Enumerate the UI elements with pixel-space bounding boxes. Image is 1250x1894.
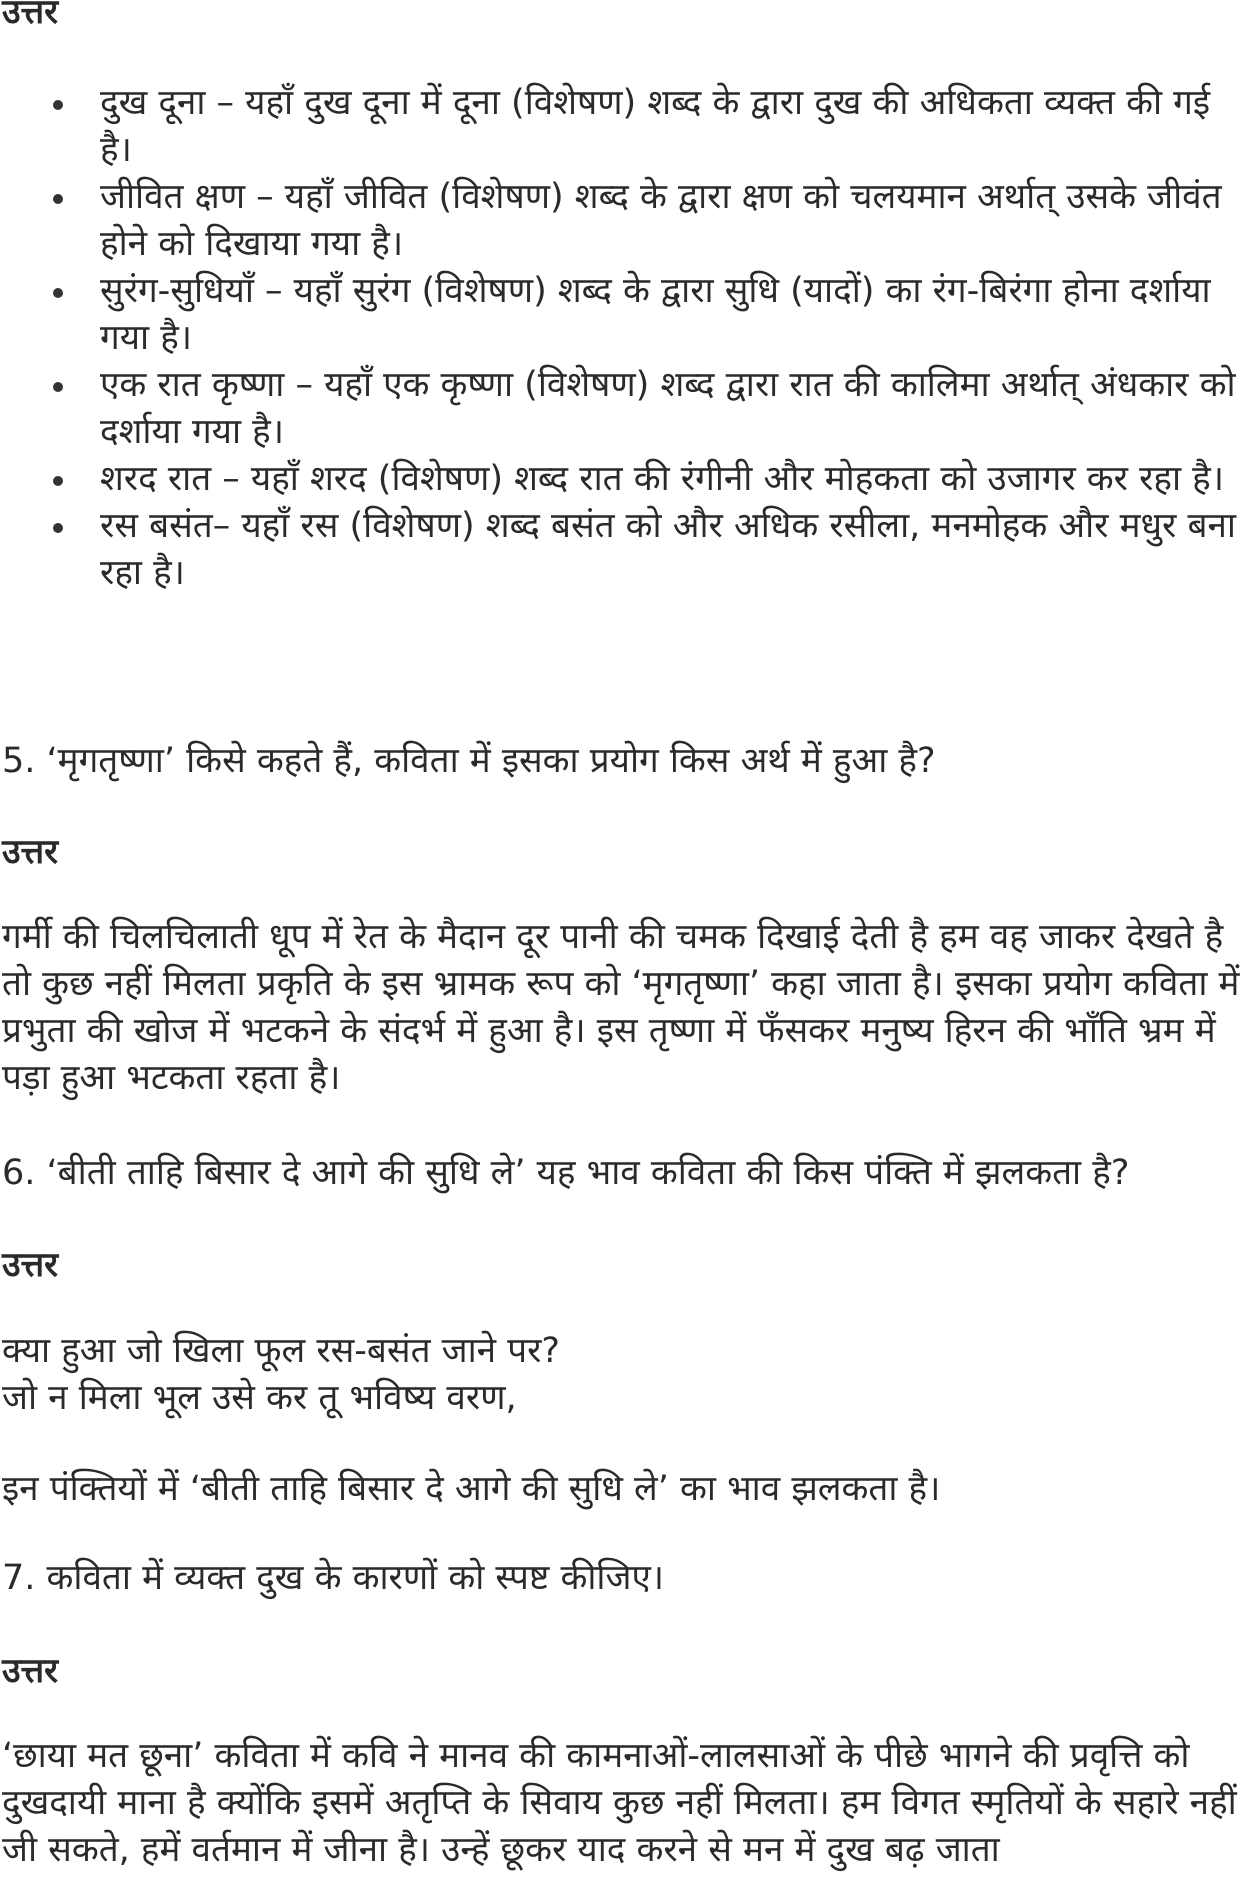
list-item: [0, 362, 1250, 456]
bullet-icon: [53, 476, 63, 486]
bullet-icon: [53, 194, 63, 204]
answer-7-text: ‘छाया मत छूना’ कविता में कवि ने मानव की कामनाओं-लालसाओं के पीछे भागने की प्रवृत्ति को दुखदायी माना है क्योंकि इसमें अतृप्ति के सिवाय कुछ नहीं मिलता। हम विगत स्मृतियों के सहारे नहीं जी सकते, हमें वर्तमान में जीना है। उन्हें छूकर याद करने से मन में दुख बढ़ जाता: [2, 1736, 1237, 1870]
question-6: 6. ‘बीती ताहि बिसार दे आगे की सुधि ले’ यह भाव कविता की किस पंक्ति में झलकता है?: [2, 1153, 1130, 1193]
verse-line: जो न मिला भूल उसे कर तू भविष्य वरण,: [2, 1378, 517, 1418]
verse-line: क्या हुआ जो खिला फूल रस-बसंत जाने पर?: [2, 1331, 560, 1371]
list-item-text: दुख दूना – यहाँ दुख दूना में दूना (विशेषण) शब्द के द्वारा दुख की अधिकता व्यक्त की गई है।: [100, 83, 1211, 170]
bullet-icon: [53, 382, 63, 392]
list-item: [0, 503, 1250, 597]
answer-6-text: इन पंक्तियों में ‘बीती ताहि बिसार दे आगे की सुधि ले’ का भाव झलकता है।: [2, 1469, 941, 1509]
answer-heading: उत्तर: [2, 1651, 59, 1691]
list-item-text: रस बसंत– यहाँ रस (विशेषण) शब्द बसंत को और अधिक रसीला, मनमोहक और मधुर बना रहा है।: [100, 506, 1236, 593]
answer-5-text: गर्मी की चिलचिलाती धूप में रेत के मैदान दूर पानी की चमक दिखाई देती है हम वह जाकर देखते है तो कुछ नहीं मिलता प्रकृति के इस भ्रामक रूप को ‘मृगतृष्णा’ कहा जाता है। इसका प्रयोग कविता में प्रभुता की खोज में भटकने के संदर्भ में हुआ है। इस तृष्णा में फँसकर मनुष्य हिरन की भाँति भ्रम में पड़ा हुआ भटकता रहता है।: [2, 917, 1240, 1098]
question-7: 7. कविता में व्यक्त दुख के कारणों को स्पष्ट कीजिए।: [2, 1558, 665, 1598]
answer-heading: उत्तर: [2, 1245, 59, 1285]
list-item: [0, 80, 1250, 174]
list-item-text: जीवित क्षण – यहाँ जीवित (विशेषण) शब्द के द्वारा क्षण को चलयमान अर्थात् उसके जीवंत होने को दिखाया गया है।: [100, 177, 1222, 264]
list-item: [0, 174, 1250, 268]
list-item-text: शरद रात – यहाँ शरद (विशेषण) शब्द रात की रंगीनी और मोहकता को उजागर कर रहा है।: [100, 459, 1225, 499]
list-item-text: एक रात कृष्णा – यहाँ एक कृष्णा (विशेषण) शब्द द्वारा रात की कालिमा अर्थात् अंधकार को दर्शाया गया है।: [100, 365, 1236, 452]
bullet-icon: [53, 100, 63, 110]
question-5: 5. ‘मृगतृष्णा’ किसे कहते हैं, कविता में इसका प्रयोग किस अर्थ में हुआ है?: [2, 741, 936, 781]
bullet-icon: [53, 288, 63, 298]
answer-heading: उत्तर: [2, 0, 59, 32]
list-item: [0, 456, 1250, 503]
list-item-text: सुरंग-सुधियाँ – यहाँ सुरंग (विशेषण) शब्द के द्वारा सुधि (यादों) का रंग-बिरंगा होना दर्शाया गया है।: [100, 271, 1211, 358]
epithet-list: [0, 80, 1250, 597]
list-item: [0, 268, 1250, 362]
answer-heading: उत्तर: [2, 832, 59, 872]
bullet-icon: [53, 523, 63, 533]
